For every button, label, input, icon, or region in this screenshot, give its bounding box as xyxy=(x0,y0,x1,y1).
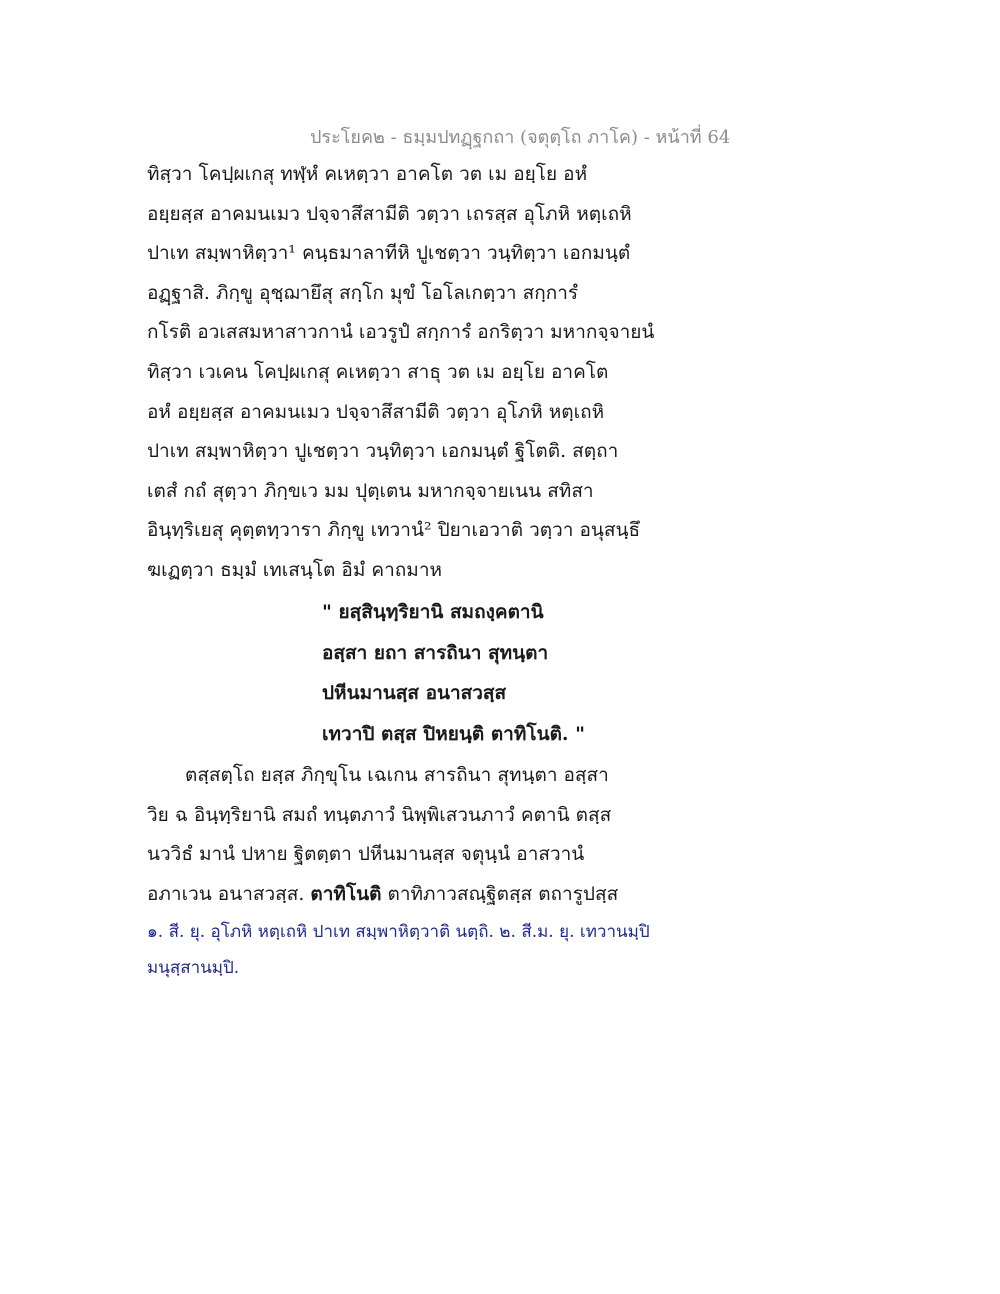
text-line: ทิสฺวา เวเคน โคปฺผเกสุ คเหตฺวา สาธุ วต เม อยฺโย อาคโต xyxy=(147,360,609,383)
footnote-line: มนุสฺสานมฺปิ. xyxy=(147,958,240,978)
text-line: ตสฺสตฺโถ ยสฺส ภิกฺขุโน เฉเกน สารถินา สุทนฺตา อสฺสา xyxy=(185,764,609,786)
text-line xyxy=(147,875,687,915)
footnotes xyxy=(147,914,687,986)
running-header: ประโยค๒ - ธมฺมปทฏฺฐกถา (จตุตฺโถ ภาโค) - หน้าที่ 64 xyxy=(310,127,731,148)
text-line: ฆเฏตฺวา ธมฺมํ เทเสนฺโต อิมํ คาถมาห xyxy=(147,558,443,581)
text-line: อหํ อยฺยสฺส อาคมนเมว ปจฺจาสึสามีติ วตฺวา อุโภหิ หตฺเถหิ xyxy=(147,400,605,423)
text-line: กโรติ อวเสสมหาสาวกานํ เอวรูปํ สกฺการํ อกริตฺวา มหากจฺจายนํ xyxy=(147,321,655,344)
verse-line: ปหีนมานสฺส อนาสวสฺส xyxy=(322,682,507,704)
body-text xyxy=(147,155,687,591)
defined-term: ตาทิโนติ xyxy=(310,882,382,905)
verse-line: อสฺสา ยถา สารถินา สุทนฺตา xyxy=(322,641,549,664)
text-line: อยฺยสฺส อาคมนเมว ปจฺจาสึสามีติ วตฺวา เถรสฺส อุโภหิ หตฺเถหิ xyxy=(147,202,632,225)
text-line: อินฺทฺริเยสุ คุตฺตทฺวารา ภิกฺขู เทวานํ² ปิยาเอวาติ วตฺวา อนุสนฺธึ xyxy=(147,519,641,542)
text-line: ปาเท สมฺพาหิตฺวา¹ คนฺธมาลาทีหิ ปูเชตฺวา วนฺทิตฺวา เอกมนฺตํ xyxy=(147,242,631,265)
verse-line: " ยสฺสินฺทฺริยานิ สมถงฺคตานิ xyxy=(322,601,544,623)
verse-line: เทวาปิ ตสฺส ปิหยนฺติ ตาทิโนติ. " xyxy=(322,722,586,745)
footnote-line: ๑. สี. ยุ. อุโภหิ หตฺเถหิ ปาเท สมฺพาหิตฺวาติ นตฺถิ. ๒. สี.ม. ยุ. เทวานมฺปิ xyxy=(147,922,650,942)
text-segment: ตาทิภาวสณฺฐิตสฺส ตถารูปสฺส xyxy=(381,882,619,905)
text-line: เตสํ กถํ สุตฺวา ภิกฺขเว มม ปุตฺเตน มหากจฺจายเนน สทิสา xyxy=(147,479,594,502)
text-line: นววิธํ มานํ ปหาย ฐิตตฺตา ปหีนมานสฺส จตุนฺนํ อาสวานํ xyxy=(147,843,585,866)
text-line: ทิสฺวา โคปฺผเกสุ ทฬฺหํ คเหตฺวา อาคโต วต เม อยฺโย อหํ xyxy=(147,163,588,185)
text-line: อฏฺฐาสิ. ภิกฺขู อุชฺฌายึสุ สกฺโก มุขํ โอโลเกตฺวา สกฺการํ xyxy=(147,281,579,304)
verse-block xyxy=(322,592,622,754)
text-line: วิย ฉ อินฺทฺริยานิ สมถํ ทนฺตภาวํ นิพฺพิเสวนภาวํ คตานิ ตสฺส xyxy=(147,803,612,826)
text-segment: อภาเวน อนาสวสฺส. xyxy=(147,882,311,905)
commentary-text xyxy=(147,756,687,914)
text-line: ปาเท สมฺพาหิตฺวา ปูเชตฺวา วนฺทิตฺวา เอกมนฺตํ ฐิโตติ. สตฺถา xyxy=(147,440,619,463)
